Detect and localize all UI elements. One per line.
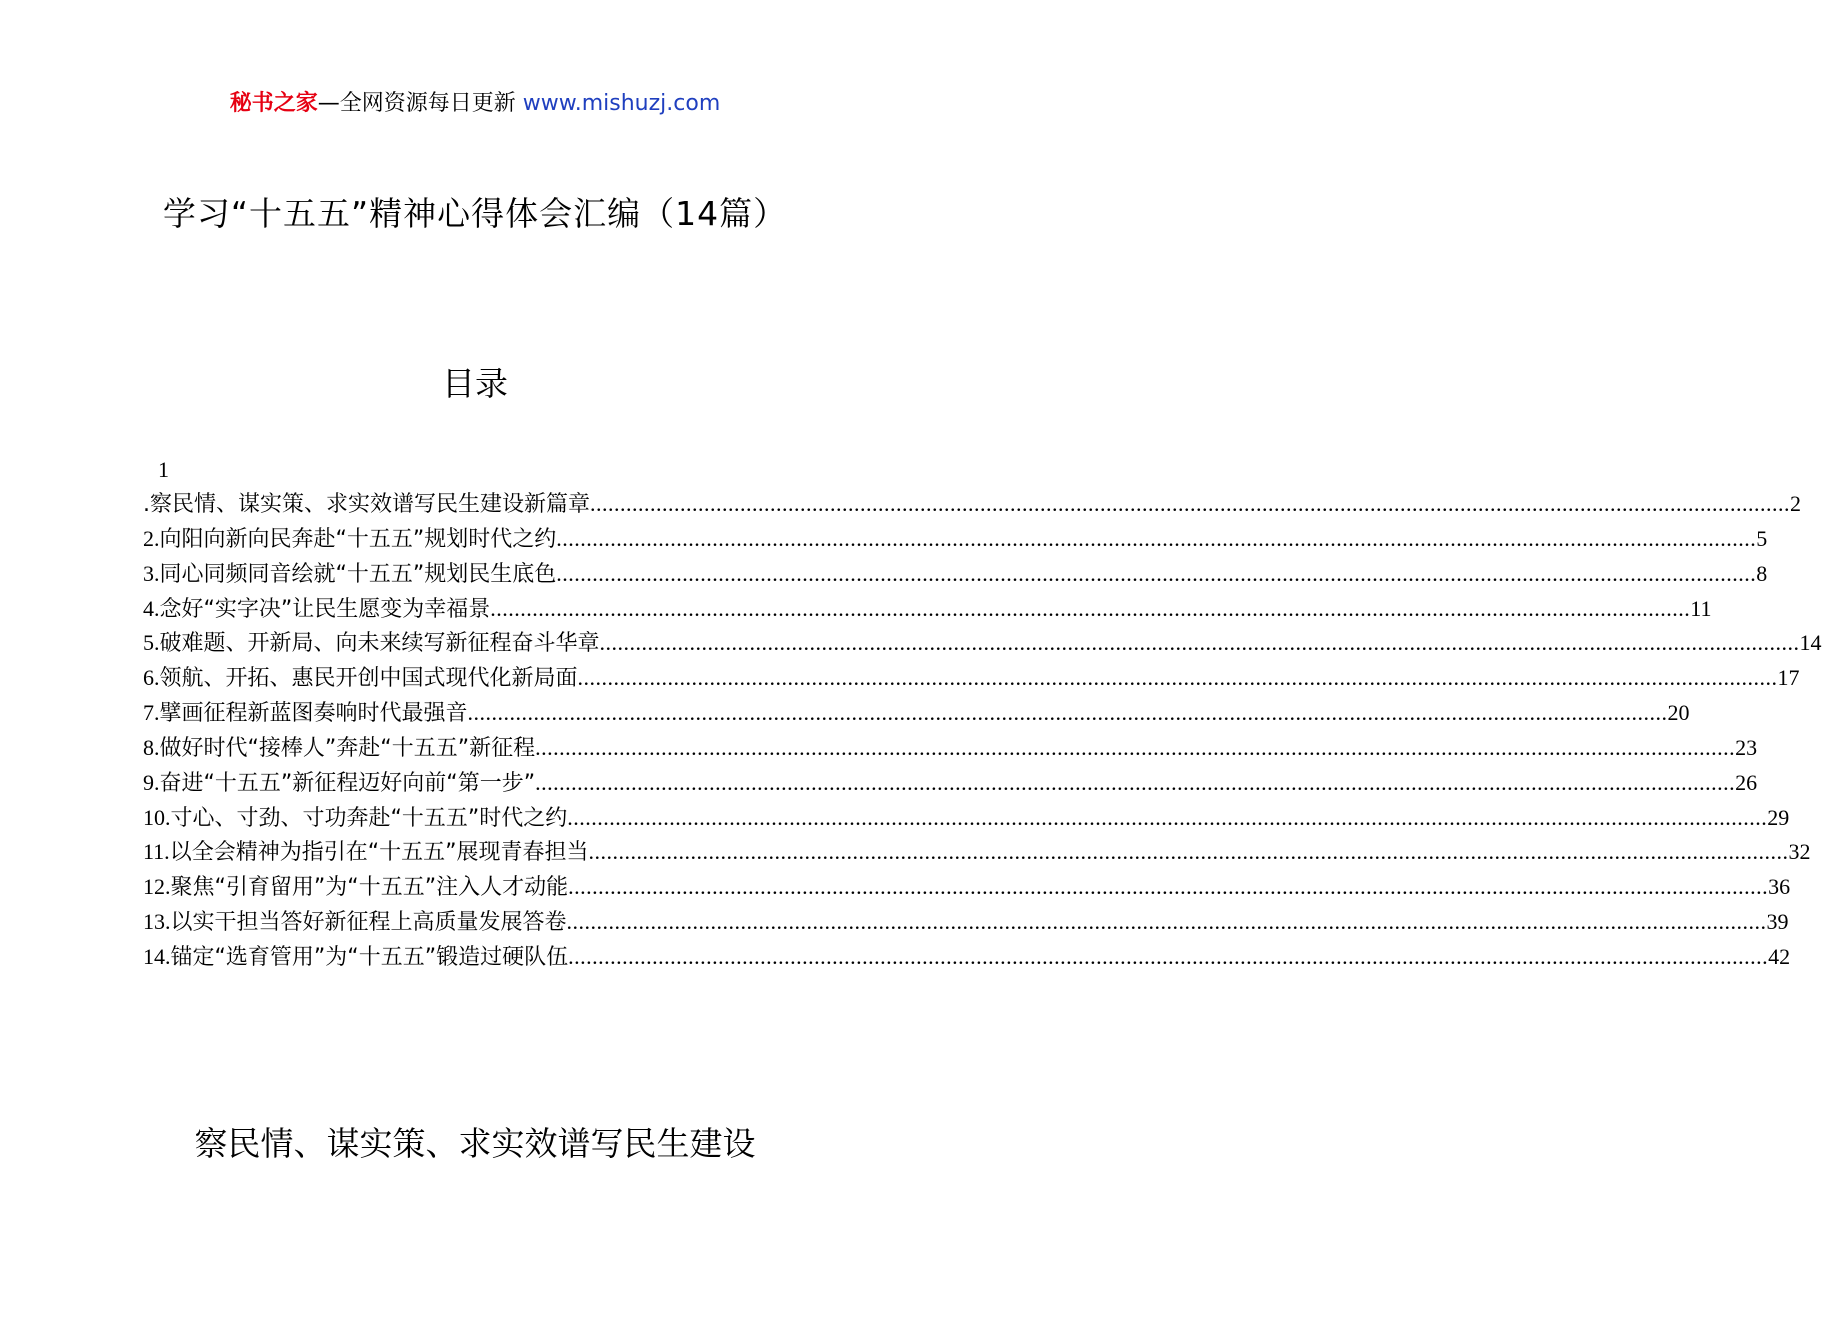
toc-entry-title: 以全会精神为指引在“十五五”展现青春担当 <box>169 840 589 866</box>
toc-entry-page: 5 <box>1756 525 1768 551</box>
toc-entry-title: 以实干担当答好新征程上高质量发展答卷 <box>170 910 567 936</box>
toc-leader-dots: ........................................................................................................................................................................................................ <box>567 804 1768 830</box>
toc-leader-dots: ........................................................................................................................................................................................................ <box>599 630 1800 656</box>
toc-entry[interactable] <box>143 487 1801 522</box>
toc-entry[interactable] <box>143 870 1791 905</box>
site-header <box>0 88 950 120</box>
toc-entry-page: 11 <box>1690 595 1712 621</box>
toc-entry-title: 聚焦“引育留用”为“十五五”注入人才动能 <box>170 875 569 901</box>
toc-entry-number: 3. <box>143 560 160 586</box>
toc-entry-number: 6. <box>143 665 160 691</box>
toc-entry-title: 领航、开拓、惠民开创中国式现代化新局面 <box>159 666 578 692</box>
toc-entry-number: 2. <box>143 525 160 551</box>
toc-entry-page: 14 <box>1799 630 1822 656</box>
toc-entry-page: 20 <box>1667 700 1690 726</box>
toc-entry-title: 寸心、寸劲、寸功奔赴“十五五”时代之约 <box>170 805 568 831</box>
toc-leader-dots: ........................................................................................................................................................................................................ <box>577 665 1778 691</box>
toc-leader-dots: ........................................................................................................................................................................................................ <box>490 595 1691 621</box>
site-slogan: —全网资源每日更新 <box>317 91 516 116</box>
toc-leader-dots: ........................................................................................................................................................................................................ <box>566 909 1767 935</box>
toc-entry-page: 8 <box>1756 560 1768 586</box>
toc-entry[interactable] <box>143 940 1791 975</box>
toc-entry[interactable] <box>143 835 1811 870</box>
toc-leader-dots: ........................................................................................................................................................................................................ <box>590 491 1790 516</box>
document-title: 学习“十五五”精神心得体会汇编（14篇） <box>162 194 788 233</box>
toc-entry-title: 同心同频同音绘就“十五五”规划民生底色 <box>159 561 557 587</box>
toc-entry[interactable] <box>143 592 1712 627</box>
site-url-link[interactable]: www.mishuzj.com <box>522 91 721 116</box>
toc-entry-title: 向阳向新向民奔赴“十五五”规划时代之约 <box>159 526 557 552</box>
table-of-contents <box>143 487 1822 975</box>
toc-leader-dots: ........................................................................................................................................................................................................ <box>535 734 1736 760</box>
toc-entry-page: 2 <box>1790 491 1801 516</box>
toc-entry-page: 23 <box>1735 734 1758 760</box>
toc-entry[interactable] <box>143 626 1822 661</box>
toc-entry-number: 4. <box>143 595 160 621</box>
toc-entry-number: 13. <box>143 909 171 935</box>
toc-entry-title: 锚定“选育管用”为“十五五”锻造过硬队伍 <box>170 944 569 970</box>
toc-entry[interactable] <box>143 766 1758 801</box>
toc-leader-dots: ........................................................................................................................................................................................................ <box>535 769 1736 795</box>
toc-entry[interactable] <box>143 801 1790 836</box>
toc-leader-dots: ........................................................................................................................................................................................................ <box>556 525 1757 551</box>
toc-leader-dots: ........................................................................................................................................................................................................ <box>568 943 1769 969</box>
toc-entry[interactable] <box>143 522 1768 557</box>
toc-entry-number: 14. <box>143 943 171 969</box>
toc-leader-dots: ........................................................................................................................................................................................................ <box>556 560 1757 586</box>
toc-entry-page: 39 <box>1766 909 1789 935</box>
toc-entry-number: 10. <box>143 804 171 830</box>
toc-entry-title: 奋进“十五五”新征程迈好向前“第一步” <box>159 770 536 796</box>
toc-entry-page: 26 <box>1735 769 1758 795</box>
toc-entry-title: 念好“实字决”让民生愿变为幸福景 <box>159 596 491 622</box>
toc-entry-title: 破难题、开新局、向未来续写新征程奋斗华章 <box>159 631 600 657</box>
toc-entry-number: 5. <box>143 630 160 656</box>
toc-entry-page: 36 <box>1768 874 1791 900</box>
toc-first-number: 1 <box>158 457 169 482</box>
toc-entry-number: 7. <box>143 700 160 726</box>
toc-entry-page: 42 <box>1768 943 1791 969</box>
toc-entry-number: 9. <box>143 769 160 795</box>
section-title: 察民情、谋实策、求实效谱写民生建设 <box>194 1124 756 1163</box>
toc-entry-number: 12. <box>143 874 171 900</box>
toc-entry-page: 29 <box>1767 804 1790 830</box>
toc-entry-title: 做好时代“接棒人”奔赴“十五五”新征程 <box>159 735 536 761</box>
toc-leader-dots: ........................................................................................................................................................................................................ <box>568 874 1769 900</box>
site-brand: 秘书之家 <box>229 91 318 116</box>
toc-heading: 目录 <box>442 364 508 403</box>
toc-entry-title: .察民情、谋实策、求实效谱写民生建设新篇章 <box>143 492 590 517</box>
toc-entry-number: 8. <box>143 734 160 760</box>
toc-entry[interactable] <box>143 696 1690 731</box>
toc-entry-page: 17 <box>1777 665 1800 691</box>
toc-leader-dots: ........................................................................................................................................................................................................ <box>467 700 1668 726</box>
toc-entry-page: 32 <box>1788 839 1811 865</box>
toc-entry[interactable] <box>143 661 1800 696</box>
toc-entry[interactable] <box>143 557 1768 592</box>
toc-entry-title: 擘画征程新蓝图奏响时代最强音 <box>159 701 468 727</box>
toc-entry-number: 11. <box>143 839 170 865</box>
toc-entry[interactable] <box>143 731 1758 766</box>
toc-leader-dots: ........................................................................................................................................................................................................ <box>588 839 1789 865</box>
toc-entry[interactable] <box>143 905 1789 940</box>
